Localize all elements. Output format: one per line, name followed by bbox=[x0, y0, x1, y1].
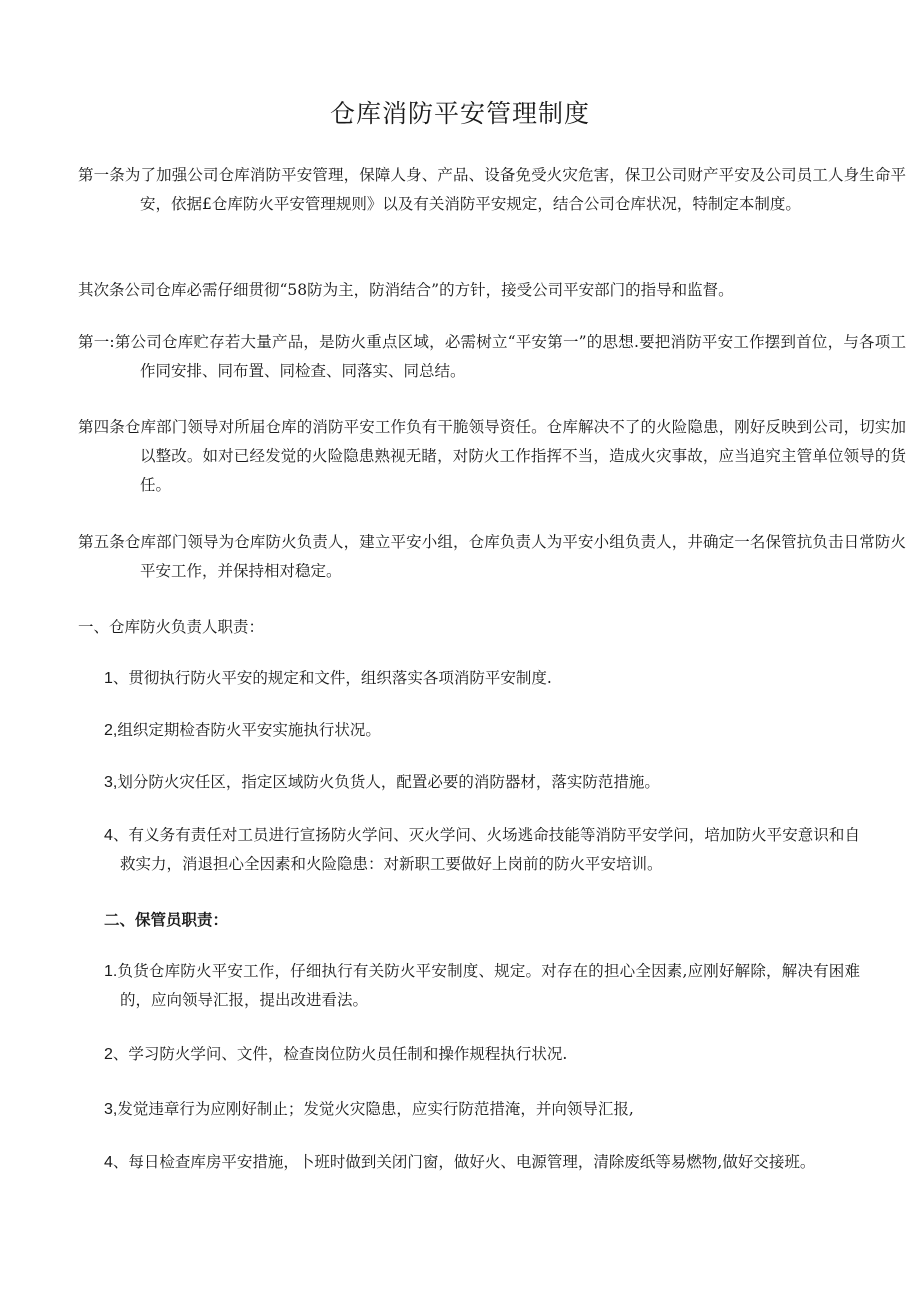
section-2-heading: 二、保管员职责： bbox=[104, 910, 229, 929]
item-text: 、学习防火学问、文件，检查岗位防火员任制和操作规程执行状况. bbox=[112, 1045, 568, 1063]
item-text: 组织定期检杳防火平安实施执行状况。 bbox=[117, 721, 381, 739]
section-2-item bbox=[104, 1095, 860, 1124]
section-2-item bbox=[104, 1148, 860, 1177]
item-text: 发觉违章行为应刚好制止；发觉火灾隐患，应实行防范措淹，并向领导汇报, bbox=[117, 1100, 634, 1118]
item-text: 、每日检查库房平安措施，卜班时做到关闭门窗，做好火、电源管理，清除废纸等易燃物,做好交接班。 bbox=[112, 1153, 816, 1171]
section-2-item bbox=[104, 957, 860, 1015]
item-text: 划分防火灾任区，指定区域防火负货人，配置必要的消防器材，落实防范措施。 bbox=[117, 773, 660, 791]
article-4: 第四条仓库部门领导对所届仓库的消防平安工作负有干脆领导资任。仓库解决不了的火险隐患，刚好反映到公司，切实加以整改。如对已经发觉的火险隐患熟视无睹，对防火工作指挥不当，造成火灾事故，应当追究主管单位领导的货任。 bbox=[78, 418, 906, 494]
section-1-heading: 一、仓库防火负责人职责： bbox=[78, 618, 265, 636]
article-1: 第一条为了加强公司仓库消防平安管理，保障人身、产品、设备免受火灾危害，保卫公司财产平安及公司员工人身生命平安，依据£仓库防火平安管理规则》以及有关消防平安规定，结合公司仓库状况，特制定本制度。 bbox=[78, 166, 906, 213]
article-5: 第五条仓库部门领导为仓库防火负责人，建立平安小组，仓库负责人为平安小组负责人，井确定一名保管抗负击日常防火平安工作，并保持相对稳定。 bbox=[78, 533, 906, 580]
item-number: 3, bbox=[104, 774, 118, 791]
article-3: 第一:第公司仓库贮存若大量产品，是防火重点区域，必需树立“平安第一”的思想.要把消防平安工作摆到首位，与各项工作同安排、同布置、同检查、同落实、同总结。 bbox=[78, 333, 906, 380]
item-text: 负货仓库防火平安工作，仔细执行有关防火平安制度、规定。对存在的担心全因素,应刚好解除，解决有困难的，应向领导汇报，提出改进看法。 bbox=[117, 962, 860, 1009]
item-text: 、有义务有责任对工员进行宣扬防火学问、灭火学问、火场逃命技能等消防平安学问，培加防火平安意识和自救实力，消退担心全因素和火险隐患：对新职工要做好上岗前的防火平安培训。 bbox=[112, 826, 860, 873]
item-number: 2, bbox=[104, 722, 118, 739]
document-title: 仓库消防平安管理制度 bbox=[329, 99, 590, 128]
item-number: 4 bbox=[104, 827, 113, 844]
item-number: 3, bbox=[104, 1101, 118, 1118]
section-1-item bbox=[104, 768, 860, 797]
item-number: 1 bbox=[104, 670, 113, 687]
item-number: 4 bbox=[104, 1154, 113, 1171]
section-1-item bbox=[104, 716, 860, 745]
item-text: 、贯彻执行防火平安的规定和文件，组织落实各项消防平安制度. bbox=[112, 669, 552, 687]
item-number: 2 bbox=[104, 1046, 113, 1063]
section-1-item bbox=[104, 821, 860, 879]
section-1-item bbox=[104, 664, 860, 693]
item-number: 1. bbox=[104, 963, 118, 980]
article-2: 其次条公司仓库必需仔细贯彻“58防为主，防消结合”的方针，接受公司平安部门的指导和监督。 bbox=[78, 281, 734, 299]
section-2-item bbox=[104, 1040, 860, 1069]
